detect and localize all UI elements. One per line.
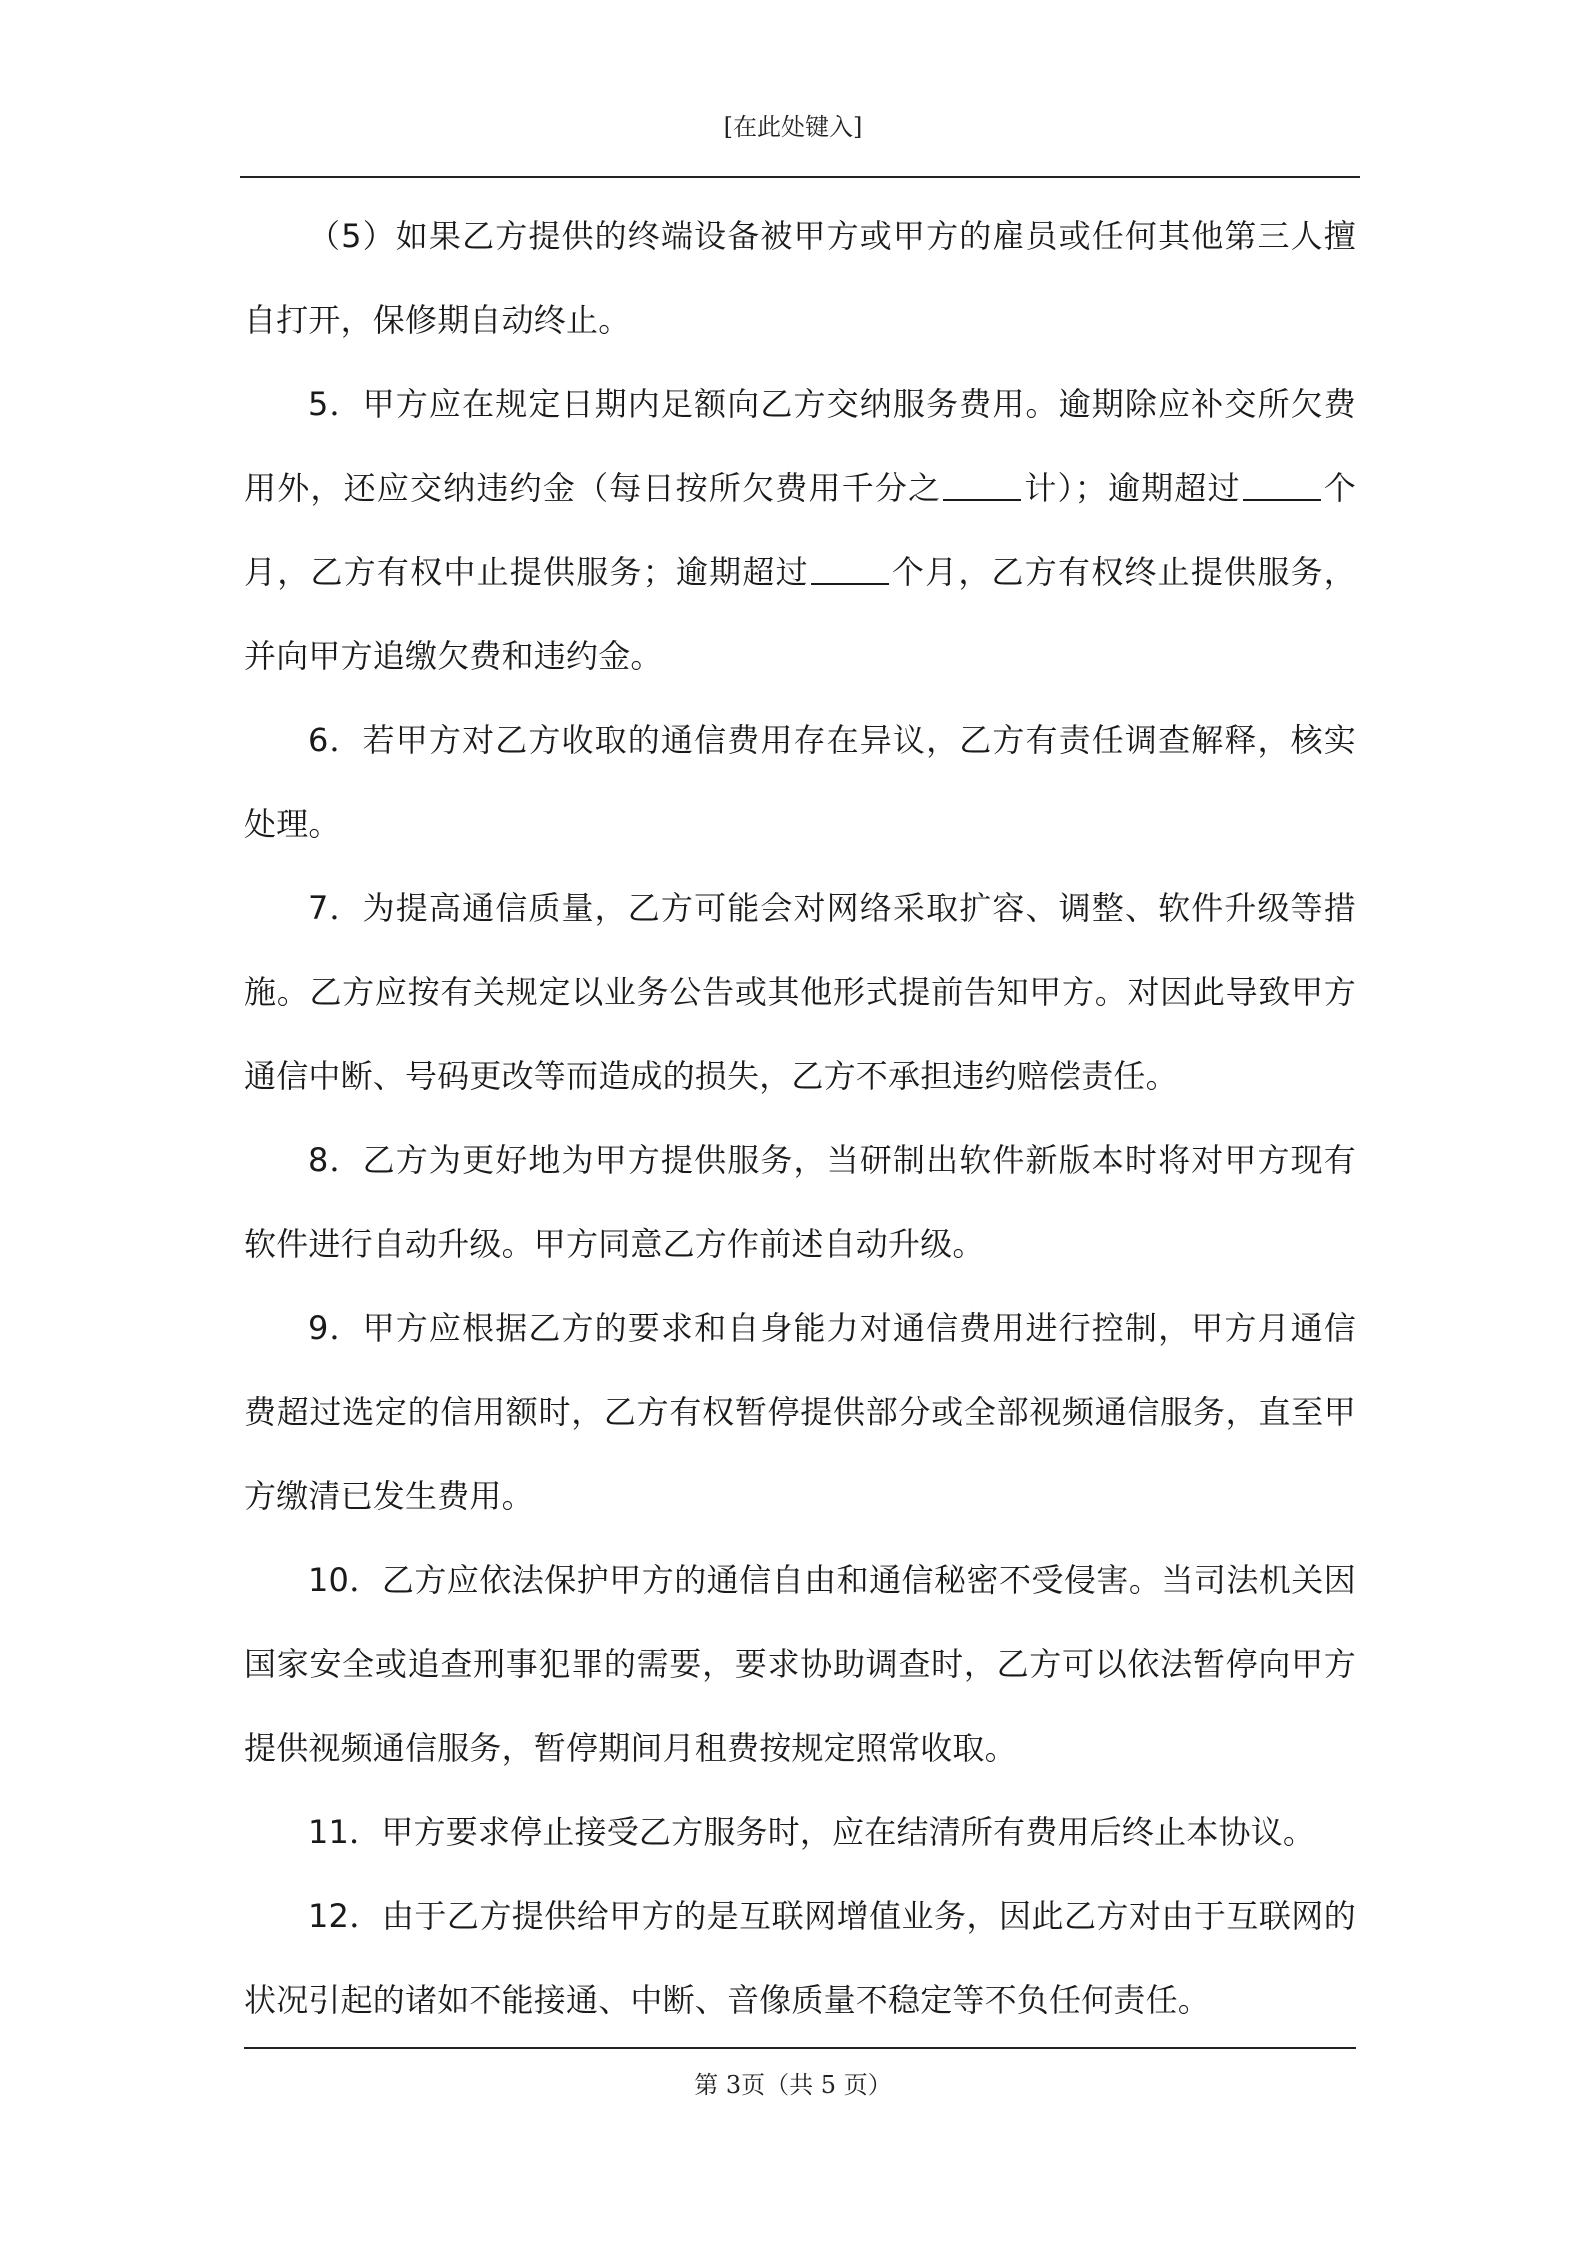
footer-divider [244, 2047, 1356, 2049]
clause-8: 8．乙方为更好地为甲方提供服务，当研制出软件新版本时将对甲方现有软件进行自动升级。甲方同意乙方作前述自动升级。 [244, 1141, 1356, 1263]
page-header: [在此处键入] [723, 113, 863, 141]
suspend-months-blank [1243, 471, 1321, 501]
header-divider [240, 176, 1360, 178]
penalty-rate-blank [943, 471, 1021, 501]
clause-5-sub-5: （5）如果乙方提供的终端设备被甲方或甲方的雇员或任何其他第三人擅自打开，保修期自动终止。 [244, 217, 1356, 339]
clause-12: 12．由于乙方提供给甲方的是互联网增值业务，因此乙方对由于互联网的状况引起的诸如不能接通、中断、音像质量不稳定等不负任何责任。 [244, 1897, 1356, 2019]
document-body [244, 194, 1356, 2042]
clause-5-text-a: 5．甲方应在规定日期内足额向乙方交纳服务费用。逾期除应补交所欠费用外，还应交纳违约金（每日按所欠费用千分之 [244, 385, 1356, 507]
clause-7: 7．为提高通信质量，乙方可能会对网络采取扩容、调整、软件升级等措施。乙方应按有关规定以业务公告或其他形式提前告知甲方。对因此导致甲方通信中断、号码更改等而造成的损失，乙方不承担违约赔偿责任。 [244, 889, 1356, 1095]
clause-5-text-d: 个月，乙方有权终止提供服务，并向甲方追缴欠费和违约金。 [244, 553, 1356, 675]
clause-5 [244, 362, 1356, 698]
terminate-months-blank [811, 555, 889, 585]
clause-5-text-c: 个月，乙方有权中止提供服务；逾期超过 [244, 469, 1357, 591]
clause-5-text-b: 计）；逾期超过 [1023, 469, 1241, 507]
page-footer: 第 3页（共 5 页） [694, 2071, 892, 2099]
clause-6: 6．若甲方对乙方收取的通信费用存在异议，乙方有责任调查解释，核实处理。 [244, 721, 1356, 843]
clause-11: 11．甲方要求停止接受乙方服务时，应在结清所有费用后终止本协议。 [308, 1813, 1316, 1851]
clause-10: 10．乙方应依法保护甲方的通信自由和通信秘密不受侵害。当司法机关因国家安全或追查刑事犯罪的需要，要求协助调查时，乙方可以依法暂停向甲方提供视频通信服务，暂停期间月租费按规定照常收取。 [244, 1561, 1356, 1767]
clause-9: 9．甲方应根据乙方的要求和自身能力对通信费用进行控制，甲方月通信费超过选定的信用额时，乙方有权暂停提供部分或全部视频通信服务，直至甲方缴清已发生费用。 [244, 1309, 1356, 1515]
